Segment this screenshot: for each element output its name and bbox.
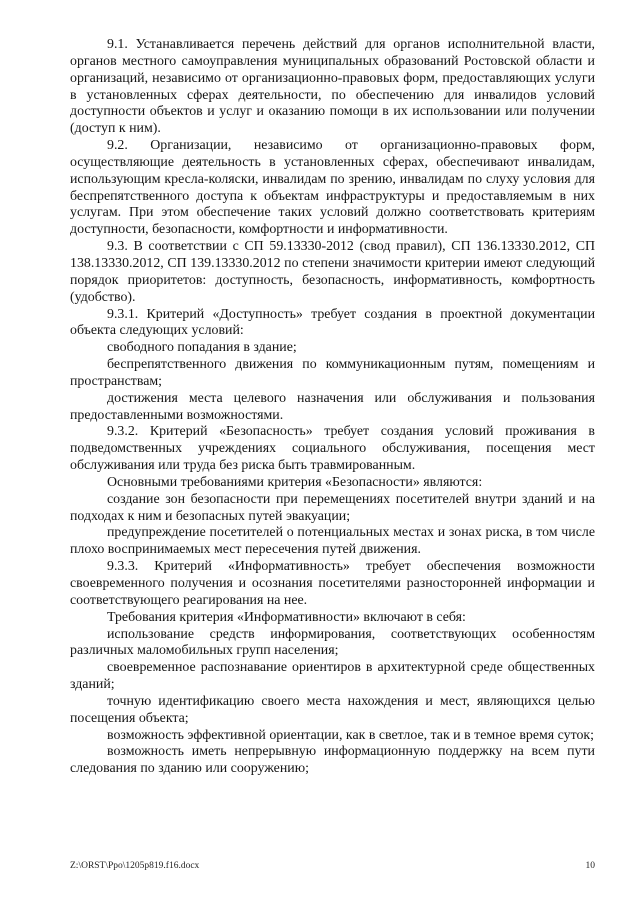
paragraph-9-3-1: 9.3.1. Критерий «Доступность» требует создания в проектной документации объекта следующих условий: xyxy=(70,306,595,339)
list-item-accessibility-destination: достижения места целевого назначения или обслуживания и пользования предоставленными возможностями. xyxy=(70,390,595,423)
paragraph-9-3-3: 9.3.3. Критерий «Информативность» требует обеспечения возможности своевременного получения и осознания посетителями разносторонней информации и соответствующего реагирования на нее. xyxy=(70,559,595,608)
paragraph-info-requirements: Требования критерия «Информативности» включают в себя: xyxy=(107,609,466,625)
paragraph-9-3: 9.3. В соответствии с СП 59.13330-2012 (свод правил), СП 136.13330.2012, СП 138.13330.2012, СП 139.13330.2012 по степени значимости критерии имеют следующий порядок приоритетов: доступность, безопасность, информативность, комфортность (удобство). xyxy=(70,239,595,305)
list-item-accessibility-movement: беспрепятственного движения по коммуникационным путям, помещениям и пространствам; xyxy=(70,357,595,389)
list-item-info-location: точную идентификацию своего места нахождения и мест, являющихся целью посещения объекта; xyxy=(70,693,595,726)
paragraph-safety-requirements: Основными требованиями критерия «Безопасности» являются: xyxy=(107,474,483,490)
list-item-accessibility-entry: свободного попадания в здание; xyxy=(107,340,297,356)
paragraph-9-2: 9.2. Организации, независимо от организационно-правовых форм, осуществляющие деятельность в установленных сферах, обеспечивают инвалидам, использующим кресла-коляски, инвалидам по зрению, инвалидам по слуху условия для беспрепятственного доступа к объектам инфраструктуры и предоставляемым в них услугам. При этом обеспечение таких условий должно соответствовать критериям доступности, безопасности, комфортности и информативности. xyxy=(70,138,595,238)
list-item-safety-zones: создание зон безопасности при перемещениях посетителей внутри зданий и на подходах к ним и безопасных путей эвакуации; xyxy=(70,491,595,524)
document-body xyxy=(70,37,595,778)
paragraph-9-1: 9.1. Устанавливается перечень действий для органов исполнительной власти, органов местного самоуправления муниципальных образований Ростовской области и организаций, независимо от организационно-правовых форм, предоставляющих услуги в установленных сферах деятельности, по обеспечению для инвалидов условий доступности объектов и услуг и оказанию помощи в их использовании или получении (доступ к ним). xyxy=(70,37,595,137)
page-number: 10 xyxy=(585,861,595,871)
list-item-info-orientation: возможность эффективной ориентации, как в светлое, так и в темное время суток; xyxy=(107,727,595,743)
list-item-info-landmarks: своевременное распознавание ориентиров в архитектурной среде общественных зданий; xyxy=(70,660,595,693)
list-item-safety-warning: предупреждение посетителей о потенциальных местах и зонах риска, в том числе плохо воспринимаемых мест пересечения путей движения. xyxy=(70,525,595,558)
list-item-info-support: возможность иметь непрерывную информационную поддержку на всем пути следования по зданию или сооружению; xyxy=(70,744,595,777)
footer-file-path: Z:\ORST\Ppo\1205p819.f16.docx xyxy=(70,861,200,871)
paragraph-9-3-2: 9.3.2. Критерий «Безопасность» требует создания условий проживания в подведомственных учреждениях социального обслуживания, посещения мест обслуживания или труда без риска быть травмированным. xyxy=(70,424,595,474)
list-item-info-means: использование средств информирования, соответствующих особенностям различных маломобильных групп населения; xyxy=(70,626,595,659)
